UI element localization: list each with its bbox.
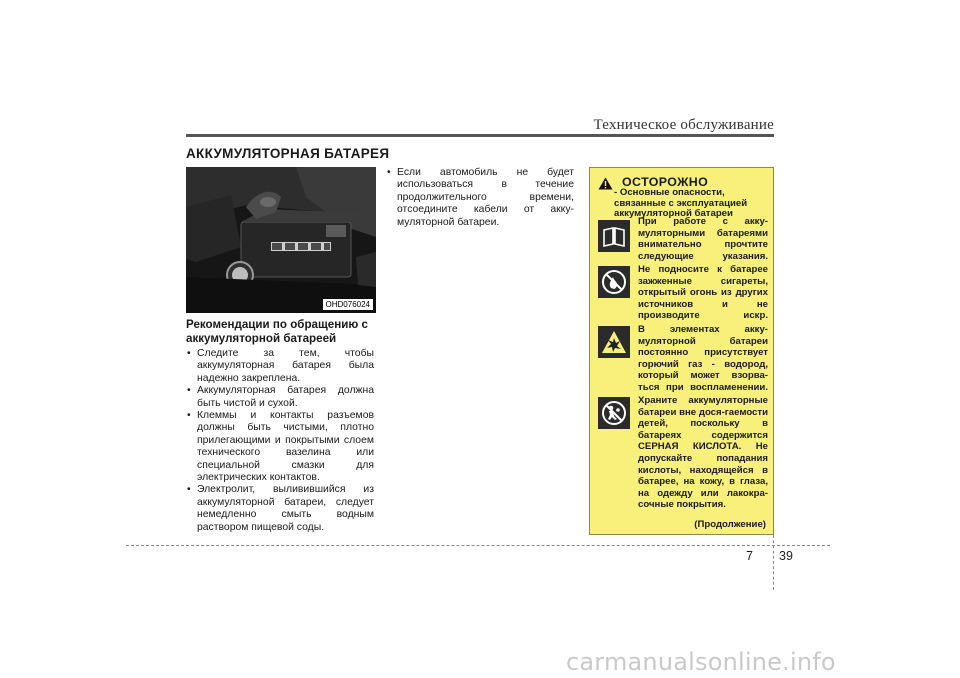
section-title: АККУМУЛЯТОРНАЯ БАТАРЕЯ (186, 146, 390, 161)
page-number: 39 (779, 549, 793, 563)
footer-vertical-rule (773, 535, 774, 590)
warning-item-text: Храните аккумуляторные батареи вне дося-гаемости детей, поскольку в батареях содержится СЕРНАЯ КИСЛОТА. Не допускайте попадания кислоты, находящейся в батарее, на кожу, в глаза, на одежду или лакокра-сочные покрытия. (638, 395, 768, 511)
keep-away-children-icon (598, 397, 630, 429)
middle-column (386, 167, 574, 229)
warning-item-text: В элементах акку-муляторной батареи постоянно присутствует горючий газ - водород, который может взорва-ться при воспламенении. (638, 324, 768, 393)
recommendations-list (186, 348, 374, 534)
watermark: carmanualsonline.info (566, 648, 836, 676)
header-rule (186, 134, 774, 137)
warning-box (589, 167, 774, 535)
list-item: • Аккумуляторная батарея должна быть чистой и сухой. (186, 385, 374, 410)
recommendations-heading: Рекомендации по обращению с аккумуляторной батареей (186, 318, 368, 345)
no-fire-icon (598, 266, 630, 298)
list-item: • Электролит, выливившийся из аккумуляторной батареи, следует немедленно смыть водным раствором пищевой соды. (186, 484, 374, 534)
figure-caption: OHD076024 (323, 299, 373, 310)
warning-item-text: Не подносите к батарее зажженные сигареты, открытый огонь из других источников и не производите искр. (638, 264, 768, 322)
recommendations-column (186, 318, 374, 534)
engine-bay-illustration (186, 167, 376, 313)
middle-list (386, 167, 574, 229)
warning-title: ОСТОРОЖНО (622, 175, 709, 189)
list-item: • Следите за тем, чтобы аккумуляторная батарея была надежно закреплена. (186, 348, 374, 385)
warning-subtitle: - Основные опасности, связанные с эксплуатацией аккумуляторной батареи (614, 187, 748, 220)
warning-triangle-icon (598, 177, 613, 190)
chapter-number: 7 (746, 549, 753, 563)
manual-book-icon (598, 220, 630, 252)
explosion-icon (598, 326, 630, 358)
battery-photo (186, 167, 376, 313)
running-header: Техническое обслуживание (593, 117, 774, 133)
list-item: • Клеммы и контакты разъемов должны быть чистыми, плотно прилегающими и покрытыми слоем технического вазелина или специальной смазки для электрических контактов. (186, 410, 374, 484)
list-item: • Если автомобиль не будет использоваться в течение продолжительного времени, отсоедините кабели от акку-муляторной батареи. (386, 167, 574, 229)
warning-item-text: При работе с акку-муляторными батареями внимательно прочтите следующие указания. (638, 216, 768, 262)
continued-label: (Продолжение) (694, 519, 766, 530)
footer-rule (126, 545, 830, 546)
